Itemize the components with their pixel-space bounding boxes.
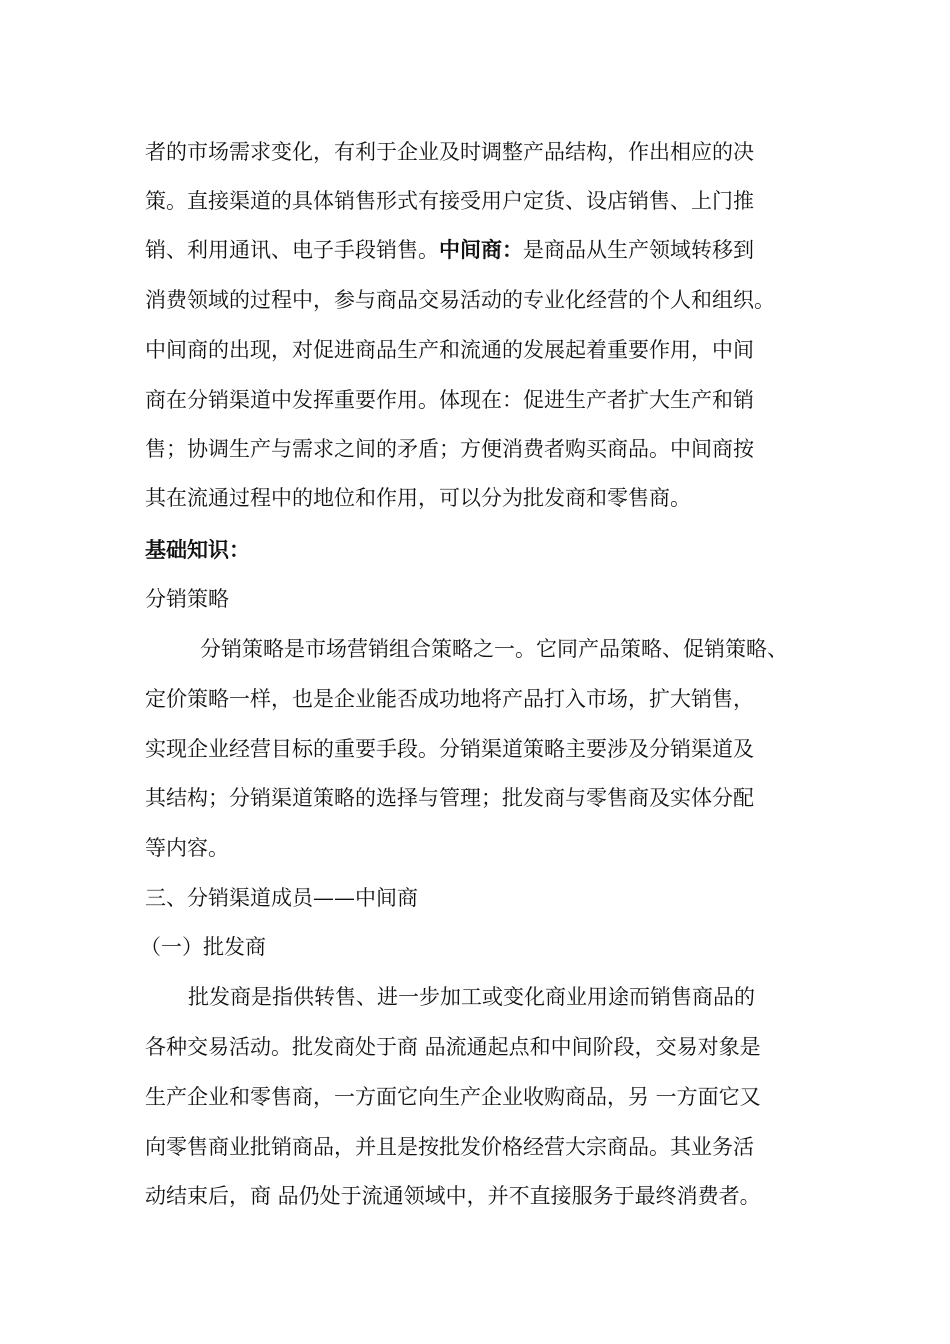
paragraph-line: 者的市场需求变化，有利于企业及时调整产品结构，作出相应的决 (145, 140, 754, 164)
paragraph-line: 其结构；分销渠道策略的选择与管理；批发商与零售商及实体分配 (145, 786, 754, 810)
paragraph-line: 其在流通过程中的地位和作用，可以分为批发商和零售商。 (145, 486, 691, 510)
term-middleman: 中间商： (439, 238, 523, 262)
paragraph-text: 销、利用通讯、电子手段销售。 (145, 238, 439, 262)
paragraph-line: 定价策略一样，也是企业能否成功地将产品打入市场，扩大销售， (145, 687, 754, 711)
paragraph-line: 生产企业和零售商，一方面它向生产企业收购商品，另 一方面它又 (145, 1085, 761, 1109)
section-heading-basics: 基础知识： (145, 538, 250, 562)
paragraph-line (145, 236, 754, 264)
paragraph-line: 售；协调生产与需求之间的矛盾；方便消费者购买商品。中间商按 (145, 437, 754, 461)
paragraph-line: 批发商是指供转售、进一步加工或变化商业用途而销售商品的 (188, 985, 755, 1009)
paragraph-line: 消费领域的过程中，参与商品交易活动的专业化经营的个人和组织。 (145, 288, 775, 312)
section-heading-channel-members: 三、分销渠道成员——中间商 (145, 886, 418, 910)
paragraph-line: 各种交易活动。批发商处于商 品流通起点和中间阶段，交易对象是 (145, 1035, 761, 1059)
paragraph-text: 是商品从生产领域转移到 (523, 238, 754, 262)
paragraph-line: 向零售商业批销商品，并且是按批发价格经营大宗商品。其业务活 (145, 1135, 754, 1159)
subsection-heading-wholesaler: （一）批发商 (140, 935, 266, 959)
paragraph-line: 动结束后，商 品仍处于流通领域中，并不直接服务于最终消费者。 (145, 1184, 761, 1208)
paragraph-line: 策。直接渠道的具体销售形式有接受用户定货、设店销售、上门推 (145, 189, 754, 213)
section-heading-strategy: 分销策略 (145, 587, 229, 611)
paragraph-line: 实现企业经营目标的重要手段。分销渠道策略主要涉及分销渠道及 (145, 737, 754, 761)
paragraph-line: 等内容。 (145, 836, 229, 860)
paragraph-line: 商在分销渠道中发挥重要作用。体现在：促进生产者扩大生产和销 (145, 388, 754, 412)
paragraph-line: 分销策略是市场营销组合策略之一。它同产品策略、促销策略、 (200, 637, 788, 661)
paragraph-line: 中间商的出现，对促进商品生产和流通的发展起着重要作用，中间 (145, 338, 754, 362)
